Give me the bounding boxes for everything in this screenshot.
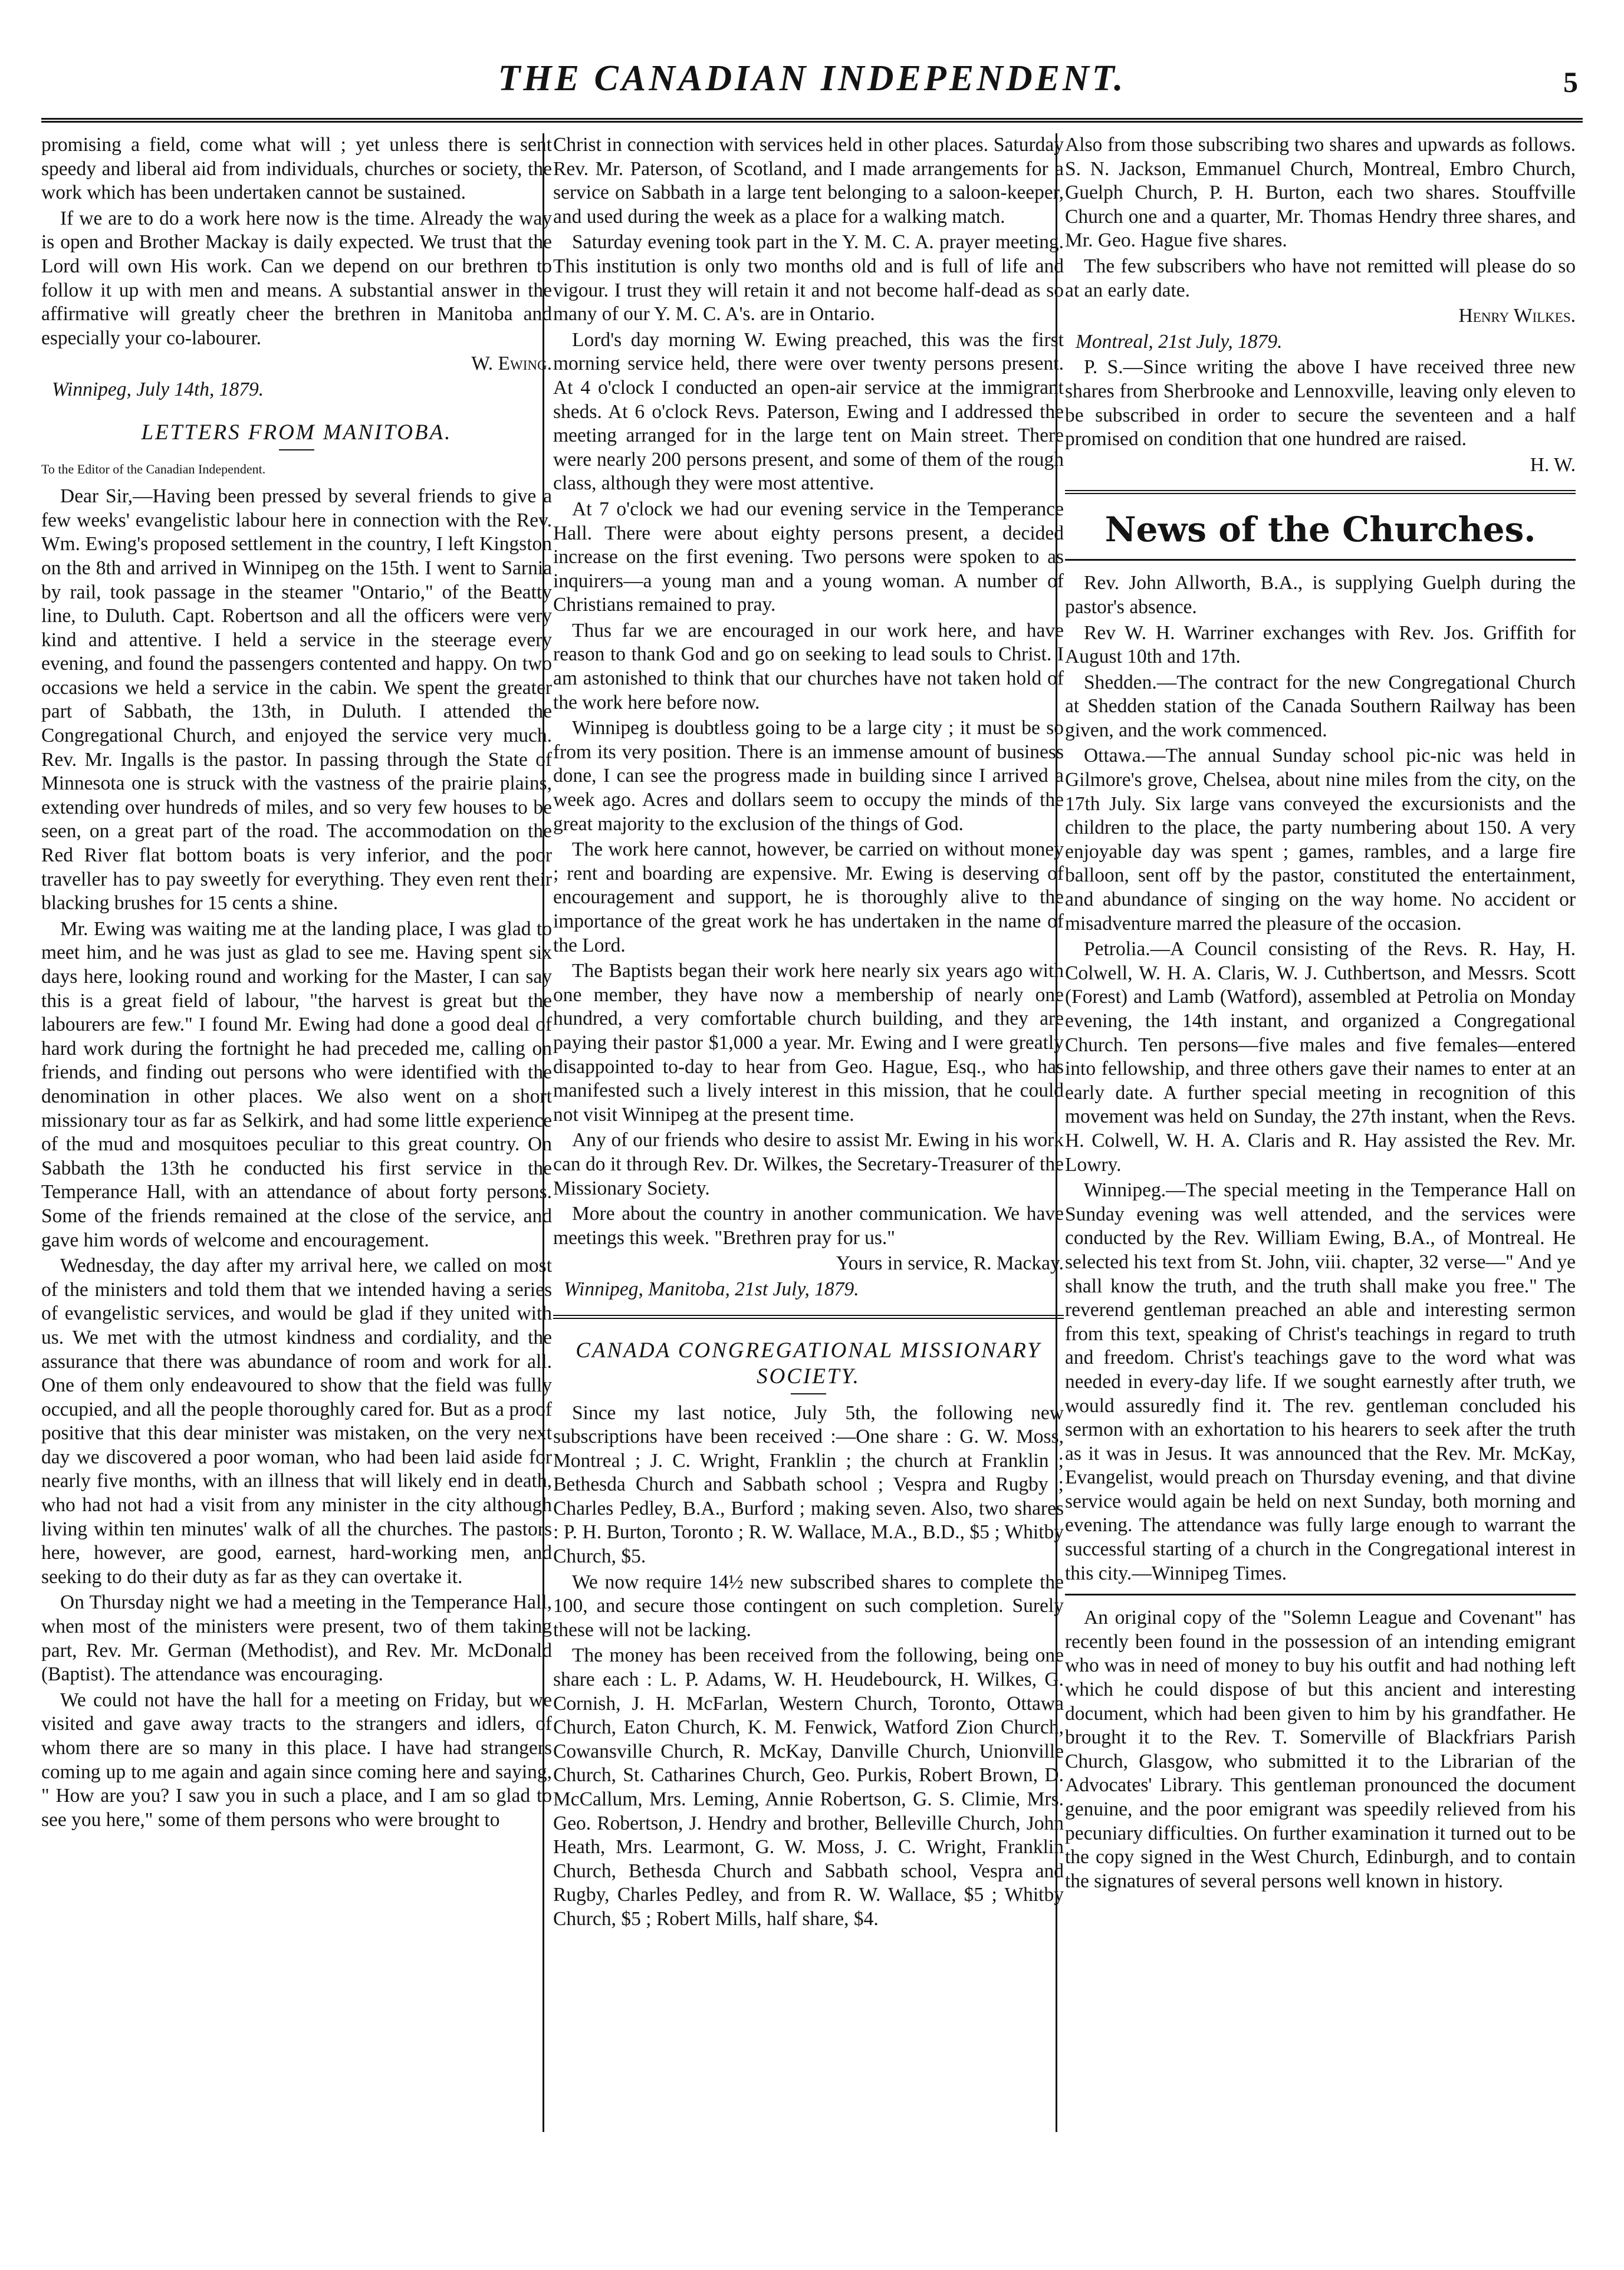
paragraph: Winnipeg is doubtless going to be a large city ; it must be so from its very position. There is an immense amount of business done, I can see the progress made in building since I arrived a week ago. Acres and dollars seem to occupy the minds of the great majority to the exclusion of the things of God. [553,717,1064,835]
signature: Yours in service, R. Mackay. [836,1252,1064,1275]
news-item: Rev. John Allworth, B.A., is supplying Guelph during the pastor's absence. [1065,572,1576,618]
masthead [41,54,1583,107]
dateline: Montreal, 21st July, 1879. [1076,330,1283,353]
column-3 [1065,133,1576,2173]
salutation-note: To the Editor of the Canadian Independent. [41,461,266,476]
paragraph: The money has been received from the following, being one share each : L. P. Adams, W. H. Heudebourck, H. Wilkes, G. Cornish, J. H. McFarlan, Western Church, Toronto, Ottawa Church, Eaton Church, K. M. Fenwick, Watford Zion Church, Cowansville Church, R. McKay, Danville Church, Unionville Church, St. Catharines Church, Geo. Purkis, Robert Brown, D. McCallum, Mrs. Leming, Annie Robertson, G. S. Climie, Mrs. Geo. Robertson, J. Hendry and brother, Belleville Church, John Heath, Mrs. Learmont, G. W. Moss, J. C. Wright, Franklin Church, Bethesda Church and Sabbath school, Vespra and Rugby, Charles Pedley, and from R. W. Wallace, $5 ; Whitby Church, $5 ; Robert Mills, half share, $4. [553,1644,1064,1930]
paragraph: At 7 o'clock we had our evening service in the Temperance Hall. There were about eighty persons present, a decided increase on the first evening. Two persons were spoken to as inquirers—a young man and a young woman. A number of Christians remained to pray. [553,498,1064,616]
dateline: Winnipeg, July 14th, 1879. [52,378,264,400]
section-heading: News of the Churches. [1104,509,1536,550]
paragraph: More about the country in another communication. We have meetings this week. "Brethren pray for us." [553,1203,1064,1249]
section-rule [1065,490,1576,495]
paragraph: We now require 14½ new subscribed shares to complete the 100, and secure those contingent on such completion. Surely these will not be lacking. [553,1571,1064,1641]
paragraph: Any of our friends who desire to assist Mr. Ewing in his work can do it through Rev. Dr. Wilkes, the Secretary-Treasurer of the Missionary Society. [553,1129,1064,1199]
paragraph: P. S.—Since writing the above I have received three new shares from Sherbrooke and Lennoxville, leaving only eleven to be subscribed in order to secure the seventeen and a half promised on condition that one hundred are raised. [1065,356,1576,450]
page-number: 5 [1563,65,1578,98]
paragraph: Also from those subscribing two shares and upwards as follows. S. N. Jackson, Emmanuel Church, Montreal, Embro Church, Guelph Church, P. H. Burton, each two shares. Stouffville Church one and a quarter, Mr. Thomas Hendry three shares, and Mr. Geo. Hague five shares. [1065,134,1576,252]
paragraph: Christ in connection with services held in other places. Saturday Rev. Mr. Paterson, of Scotland, and I made arrangements for a service on Sabbath in a large tent belonging to a saloon-keeper, and used during the week as a place for a walking match. [553,134,1064,228]
dateline: Winnipeg, Manitoba, 21st July, 1879. [564,1278,859,1300]
signature: H. W. [1530,453,1576,476]
paragraph: We could not have the hall for a meeting on Friday, but we visited and gave away tracts to the strangers and idlers, of whom there are so many in this place. I have had strangers coming up to me again and again since coming here and saying, " How are you? I saw you in such a place, and I am so glad to see you here," some of them persons who were brought to [41,1689,552,1831]
signature: W. Ewing. [471,353,552,375]
news-item: Shedden.—The contract for the new Congregational Church at Shedden station of the Canada Southern Railway has been given, and the work commenced. [1065,671,1576,741]
short-rule [279,449,314,450]
paragraph: The few subscribers who have not remitted will please do so at an early date. [1065,255,1576,301]
paragraph: The work here cannot, however, be carried on without money ; rent and boarding are expensive. Mr. Ewing is deserving of encouragement and support, he is thoroughly alive to the importance of the great work he has undertaken in the name of the Lord. [553,838,1064,956]
paragraph: Dear Sir,—Having been pressed by several friends to give a few weeks' evangelistic labour here in connection with the Rev. Wm. Ewing's proposed settlement in the country, I left Kingston on the 8th and arrived in Winnipeg on the 15th. I went to Sarnia by rail, took passage in the steamer "Ontario," of the Beatty line, to Duluth. Capt. Robertson and all the officers were very kind and attentive. I held a service in the steerage every evening, and found the passengers contented and happy. On two occasions we held a service in the cabin. We spent the greater part of Sabbath, the 13th, in Duluth. I attended the Congregational Church, and enjoyed the service very much. Rev. Mr. Ingalls is the pastor. In passing through the State of Minnesota one is struck with the vastness of the prairie plains, extending over hundreds of miles, and so very few houses to be seen, on a great part of the road. The accommodation on the Red River flat bottom boats is very inferior, and the poor traveller has to pay sweetly for everything. They even rent their blacking brushes for 15 cents a shine. [41,485,552,914]
section-rule [1065,559,1576,561]
header-rule [41,118,1583,124]
paragraph: Mr. Ewing was waiting me at the landing place, I was glad to meet him, and he was just as glad to see me. Having spent six days here, looking round and working for the Master, I can say this is a great field of labour, "the harvest is great but the labourers are few." I found Mr. Ewing had done a good deal of hard work during the fortnight he had preceded me, calling on friends, and finding out persons who were identified with the denomination in other places. We also went on a short missionary tour as far as Selkirk, and had some little experience of the mud and mosquitoes peculiar to this great country. On Sabbath the 13th he conducted his first service in the Temperance Hall, with an attendance of about forty persons. Some of the friends remained at the close of the service, and gave him words of welcome and encouragement. [41,917,552,1251]
article-heading: LETTERS FROM MANITOBA. [141,420,452,445]
section-rule [1065,1594,1576,1595]
paragraph: If we are to do a work here now is the time. Already the way is open and Brother Mackay is daily expected. We trust that the Lord will own His work. Can we depend on our brethren to follow it up with men and means. A substantial answer in the affirmative will greatly cheer the brethren in Manitoba and especially your co-labourer. [41,207,552,349]
paragraph: Lord's day morning W. Ewing preached, this was the first morning service held, there were over twenty persons present. At 4 o'clock I conducted an open-air service at the immigrant sheds. At 6 o'clock Revs. Paterson, Ewing and I addressed the meeting arranged for in the large tent on Main street. There were nearly 200 persons present, and some of them of the rough class, although they were most attentive. [553,328,1064,495]
paragraph: The Baptists began their work here nearly six years ago with one member, they have now a membership of nearly one hundred, a very comfortable church building, and they are paying their pastor $1,000 a year. Mr. Ewing and I were greatly disappointed to-day to hear from Geo. Hague, Esq., who has manifested such a lively interest in this mission, that he could not visit Winnipeg at the present time. [553,960,1064,1126]
paragraph: Thus far we are encouraged in our work here, and have reason to thank God and go on seeking to lead souls to Christ. I am astonished to think that our churches have not taken hold of the work here before now. [553,619,1064,713]
paragraph: Since my last notice, July 5th, the following new subscriptions have been received :—One share : G. W. Moss, Montreal ; J. C. Wright, Franklin ; the church at Franklin ; Bethesda Church and Sabbath school ; Vespra and Rugby ; Charles Pedley, B.A., Burford ; making seven. Also, two shares : P. H. Burton, Toronto ; R. W. Wallace, M.A., B.D., $5 ; Whitby Church, $5. [553,1402,1064,1568]
paragraph: Saturday evening took part in the Y. M. C. A. prayer meeting. This institution is only two months old and is full of life and vigour. I trust they will retain it and not become half-dead as so many of our Y. M. C. A's. are in Ontario. [553,231,1064,325]
section-rule [553,1315,1064,1320]
news-item: An original copy of the "Solemn League and Covenant" has recently been found in the possession of an intending emigrant who was in need of money to buy his outfit and had nothing left which he could dispose of but this ancient and interesting document, which had been given to him by his grandfather. He brought it to the Rev. T. Somerville of Blackfriars Parish Church, Glasgow, who submitted it to the Librarian of the Advocates' Library. This gentleman pronounced the document genuine, and the poor emigrant was speedily relieved from his pecuniary difficulties. On further examination it turned out to be the copy signed in the West Church, Edinburgh, and to contain the signatures of several persons well known in history. [1065,1607,1576,1892]
news-item: Winnipeg.—The special meeting in the Temperance Hall on Sunday evening was well attended, and the services were conducted by the Rev. William Ewing, B.A., of Montreal. He selected his text from St. John, viii. chapter, 32 verse—" And ye shall know the truth, and the truth shall make you free." The reverend gentleman preached an able and interesting sermon from this text, speaking of Christ's teachings in regard to truth and freedom. Christ's teachings gave to the word what was needed in every-day life. If we sought earnestly after truth, we would assuredly find it. The rev. gentleman concluded his sermon with an exhortation to his hearers to seek after the truth as it was in Jesus. It was announced that the Rev. Mr. McKay, Evangelist, would preach on Thursday evening, and that divine service would again be held on next Sunday, both morning and evening. The attendance was fully large enough to warrant the successful starting of a church in the Congregational interest in this city.—Winnipeg Times. [1065,1179,1576,1584]
news-item: Rev W. H. Warriner exchanges with Rev. Jos. Griffith for August 10th and 17th. [1065,621,1576,668]
paragraph: Wednesday, the day after my arrival here, we called on most of the ministers and told them that we intended having a series of evangelistic services, and would be glad if they united with us. We met with the utmost kindness and cordiality, and the assurance that there was abundance of room and work for all. One of them only endeavoured to show that the field was fully occupied, and all the people thoroughly cared for. But as a proof positive that this dear minister was mistaken, on the very next day we discovered a poor woman, who had been laid aside for nearly five months, with an illness that will likely end in death, who had not had a visit from any minister in the city although living within ten minutes' walk of all the churches. The pastors here, however, are good, earnest, hard-working men, and seeking to do their duty as far as they can overtake it. [41,1255,552,1588]
signature: Henry Wilkes. [1458,305,1576,327]
news-item: Ottawa.—The annual Sunday school pic-nic was held in Gilmore's grove, Chelsea, about nine miles from the city, on the 17th July. Six large vans conveyed the excursionists and the children to the place, the party numbering about 150. A very enjoyable day was spent ; games, rambles, and a large fire balloon, sent off by the pastor, constituted the entertainment, and abundance of singing on the way home. No accident or misadventure marred the pleasure of the occasion. [1065,745,1576,935]
article-heading: CANADA CONGREGATIONAL MISSIONARY SOCIETY. [576,1338,1041,1389]
column-2 [553,133,1064,2173]
paragraph: promising a field, come what will ; yet unless there is sent speedy and liberal aid from individuals, churches or society, the work which has been undertaken cannot be sustained. [41,134,552,204]
publication-title: THE CANADIAN INDEPENDENT. [498,58,1126,98]
short-rule [791,1393,826,1394]
paragraph: On Thursday night we had a meeting in the Temperance Hall, when most of the ministers were present, two of them taking part, Rev. Mr. German (Methodist), and Rev. Mr. McDonald (Baptist). The attendance was encouraging. [41,1591,552,1686]
column-1 [41,133,552,2173]
news-item: Petrolia.—A Council consisting of the Revs. R. Hay, H. Colwell, W. H. A. Claris, W. J. Cuthbertson, and Messrs. Scott (Forest) and Lamb (Watford), assembled at Petrolia on Monday evening, the 14th instant, and organized a Congregational Church. Ten persons—five males and five females—entered into fellowship, and three others gave their names to enter at an early date. A further special meeting in recognition of this movement was held on Sunday, the 27th instant, when the Revs. H. Colwell, W. H. A. Claris and R. Hay assisted the Rev. Mr. Lowry. [1065,938,1576,1176]
